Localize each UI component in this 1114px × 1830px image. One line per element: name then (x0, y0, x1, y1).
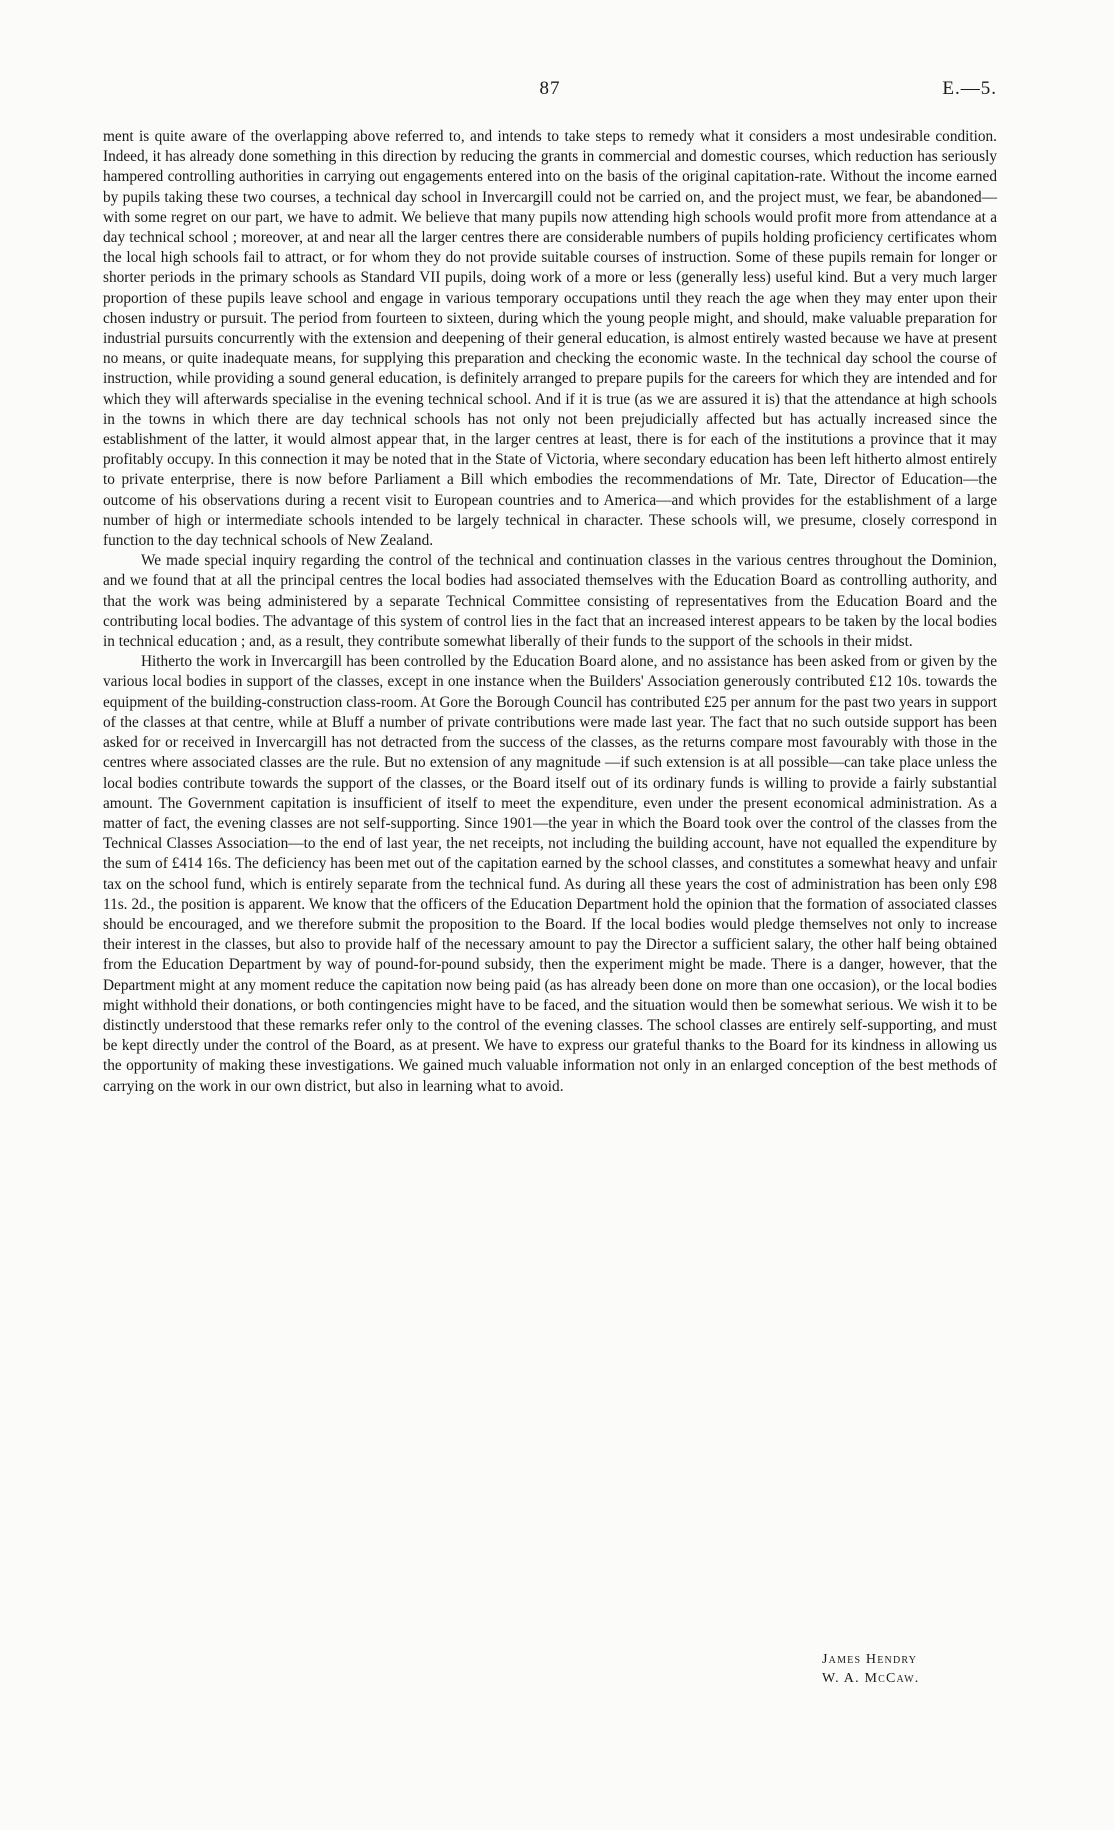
paragraph-3: Hitherto the work in Invercargill has been controlled by the Education Board alone, and no assistance has been asked from or given by the various local bodies in support of the classes, except in one instance when the Builders' Association generously contributed £12 10s. towards the equipment of the building-construction class-room. At Gore the Borough Council has contributed £25 per annum for the past two years in support of the classes at that centre, while at Bluff a number of private contributions were made last year. The fact that no such outside support has been asked for or received in Invercargill has not detracted from the success of the classes, as the returns compare most favourably with those in the centres where associated classes are the rule. But no extension of any magnitude —if such extension is at all possible—can take place unless the local bodies contribute towards the support of the classes, or the Board itself out of its ordinary funds is willing to provide a fairly substantial amount. The Government capitation is insufficient of itself to meet the expenditure, even under the present economical administration. As a matter of fact, the evening classes are not self-supporting. Since 1901—the year in which the Board took over the control of the classes from the Technical Classes Association—to the end of last year, the net receipts, not including the building account, have not equalled the expenditure by the sum of £414 16s. The deficiency has been met out of the capitation earned by the school classes, and constitutes a somewhat heavy and unfair tax on the school fund, which is entirely separate from the technical fund. As during all these years the cost of administration has been only £98 11s. 2d., the position is apparent. We know that the officers of the Education Department hold the opinion that the formation of associated classes should be encouraged, and we therefore submit the proposition to the Board. If the local bodies would pledge themselves not only to increase their interest in the classes, but also to provide half of the necessary amount to pay the Director a sufficient salary, the other half being obtained from the Education Department by way of pound-for-pound subsidy, then the experiment might be made. There is a danger, however, that the Department might at any moment reduce the capitation now being paid (as has already been done on more than one occasion), or the local bodies might withhold their donations, or both contingencies might have to be faced, and the situation would then be somewhat serious. We wish it to be distinctly understood that these remarks refer only to the control of the evening classes. The school classes are entirely self-supporting, and must be kept directly under the control of the Board, as at present. We have to express our grateful thanks to the Board for its kindness in allowing us the opportunity of making these investigations. We gained much valuable information not only in an enlarged conception of the best methods of carrying on the work in our own district, but also in learning what to avoid. (103, 653, 997, 1095)
page-header (103, 74, 997, 104)
paragraph-1: ment is quite aware of the overlapping above referred to, and intends to take steps to remedy what it considers a most undesirable condition. Indeed, it has already done something in this direction by reducing the grants in commercial and domestic courses, which reduction has seriously hampered controlling authorities in carrying out engagements entered into on the basis of the original capitation-rate. Without the income earned by pupils taking these two courses, a technical day school in Invercargill could not be carried on, and the project must, we fear, be abandoned—with some regret on our part, we have to admit. We believe that many pupils now attending high schools would profit more from attendance at a day technical school ; moreover, at and near all the larger centres there are considerable numbers of pupils holding proficiency certificates whom the local high schools fail to attract, or for whom they do not provide suitable courses of instruction. Some of these pupils remain for longer or shorter periods in the primary schools as Standard VII pupils, doing work of a more or less (generally less) useful kind. But a very much larger proportion of these pupils leave school and engage in various temporary occupations until they reach the age when they may enter upon their chosen industry or pursuit. The period from fourteen to sixteen, during which the young people might, and should, make valuable preparation for industrial pursuits concurrently with the extension and deepening of their general education, is almost entirely wasted because we have at present no means, or quite inadequate means, for supplying this preparation and checking the economic waste. In the technical day school the course of instruction, while providing a sound general education, is definitely arranged to prepare pupils for the careers for which they are intended and for which they will afterwards specialise in the evening technical school. And if it is true (as we are assured it is) that the attendance at high schools in the towns in which there are day technical schools has not only not been prejudicially affected but has actually increased since the establishment of the latter, it would almost appear that, in the larger centres at least, there is for each of the institutions a province that it may profitably occupy. In this connection it may be noted that in the State of Victoria, where secondary education has been left hitherto almost entirely to private enterprise, there is now before Parliament a Bill which embodies the recommendations of Mr. Tate, Director of Education—the outcome of his observations during a recent visit to European countries and to America—and which provides for the establishment of a large number of high or intermediate schools intended to be largely technical in character. These schools will, we presume, closely correspond in function to the day technical schools of New Zealand. (103, 128, 997, 550)
report-body (103, 127, 997, 1097)
signature-block (822, 1650, 919, 1688)
document-code: E.—5. (942, 78, 997, 99)
page-number: 87 (539, 78, 561, 99)
signature-james-hendry: James Hendry (822, 1652, 918, 1667)
paragraph-2: We made special inquiry regarding the control of the technical and continuation classes in the various centres throughout the Dominion, and we found that at all the principal centres the local bodies had associated themselves with the Education Board as controlling authority, and that the work was being administered by a separate Technical Committee consisting of representatives from the Education Board and the contributing local bodies. The advantage of this system of control lies in the fact that an increased interest appears to be taken by the local bodies in technical education ; and, as a result, they contribute somewhat liberally of their funds to the support of the schools in their midst. (103, 552, 997, 651)
signature-w-a-mccaw: W. A. McCaw. (822, 1671, 920, 1686)
